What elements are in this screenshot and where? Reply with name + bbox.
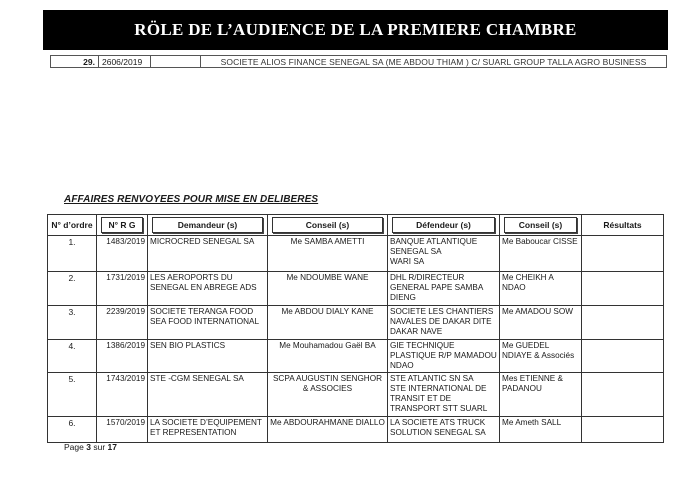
section-title: AFFAIRES RENVOYEES POUR MISE EN DELIBERES	[64, 194, 319, 205]
cell-resultats	[582, 272, 664, 306]
cell-conseil-demandeur: Me ABDOURAHMANE DIALLO	[268, 417, 388, 443]
table-row	[48, 373, 664, 417]
cell-resultats	[582, 417, 664, 443]
cell-conseil-defendeur: Me GUEDEL NDIAYE & Associés	[500, 340, 582, 373]
cell-resultats	[582, 340, 664, 373]
header-rg: N° R G	[97, 215, 148, 236]
table-row	[48, 236, 664, 272]
cell-conseil-defendeur: Me Baboucar CISSE	[500, 236, 582, 272]
header-ordre: N° d’ordre	[48, 215, 97, 236]
cell-rg: 1743/2019	[97, 373, 148, 417]
cell-rg: 1386/2019	[97, 340, 148, 373]
page-title: RÖLE DE L’AUDIENCE DE LA PREMIERE CHAMBRE	[134, 20, 577, 39]
cell-conseil-demandeur: Me NDOUMBE WANE	[268, 272, 388, 306]
table-header-row	[48, 215, 664, 236]
cell-defendeur: BANQUE ATLANTIQUE SENEGAL SA WARI SA	[388, 236, 500, 272]
cell-resultats	[582, 306, 664, 340]
cell-rg: 1483/2019	[97, 236, 148, 272]
previous-case-row	[50, 55, 667, 68]
case-number: 29.	[51, 56, 99, 67]
header-demandeur: Demandeur (s)	[148, 215, 268, 236]
cell-ordre: 1.	[48, 236, 97, 272]
cell-demandeur: LES AEROPORTS DU SENEGAL EN ABREGE ADS	[148, 272, 268, 306]
table-row	[48, 340, 664, 373]
case-date: 2606/2019	[99, 56, 151, 67]
cell-ordre: 5.	[48, 373, 97, 417]
page-title-banner	[43, 10, 668, 50]
cell-conseil-demandeur: Me SAMBA AMETTI	[268, 236, 388, 272]
cell-defendeur: LA SOCIETE ATS TRUCK SOLUTION SENEGAL SA	[388, 417, 500, 443]
case-parties: SOCIETE ALIOS FINANCE SENEGAL SA (ME ABDOU THIAM ) C/ SUARL GROUP TALLA AGRO BUSINESS	[220, 57, 647, 67]
total-pages: 17	[107, 442, 117, 452]
cell-rg: 2239/2019	[97, 306, 148, 340]
page-separator: sur	[93, 442, 106, 452]
cell-demandeur: MICROCRED SENEGAL SA	[148, 236, 268, 272]
header-conseil-defendeur: Conseil (s)	[500, 215, 582, 236]
cell-defendeur: DHL R/DIRECTEUR GENERAL PAPE SAMBA DIENG	[388, 272, 500, 306]
current-page: 3	[86, 442, 91, 452]
cell-ordre: 4.	[48, 340, 97, 373]
page-label: Page	[64, 442, 84, 452]
cell-demandeur: STE -CGM SENEGAL SA	[148, 373, 268, 417]
cell-ordre: 6.	[48, 417, 97, 443]
cell-defendeur: STE ATLANTIC SN SA STE INTERNATIONAL DE TRANSIT ET DE TRANSPORT STT SUARL	[388, 373, 500, 417]
cell-defendeur: SOCIETE LES CHANTIERS NAVALES DE DAKAR DITE DAKAR NAVE	[388, 306, 500, 340]
cell-ordre: 2.	[48, 272, 97, 306]
case-blank-cell	[151, 56, 201, 67]
cell-rg: 1570/2019	[97, 417, 148, 443]
header-conseil-demandeur: Conseil (s)	[268, 215, 388, 236]
cell-conseil-demandeur: Me Mouhamadou Gaël BA	[268, 340, 388, 373]
cell-conseil-defendeur: Mes ETIENNE & PADANOU	[500, 373, 582, 417]
header-resultats: Résultats	[582, 215, 664, 236]
table-row	[48, 272, 664, 306]
cell-rg: 1731/2019	[97, 272, 148, 306]
table-row	[48, 306, 664, 340]
cell-demandeur: SOCIETE TERANGA FOOD SEA FOOD INTERNATIONAL	[148, 306, 268, 340]
cell-resultats	[582, 236, 664, 272]
deliberation-table	[47, 214, 664, 443]
cell-conseil-defendeur: Me AMADOU SOW	[500, 306, 582, 340]
cell-conseil-defendeur: Me CHEIKH A NDAO	[500, 272, 582, 306]
cell-conseil-defendeur: Me Ameth SALL	[500, 417, 582, 443]
cell-conseil-demandeur: SCPA AUGUSTIN SENGHOR & ASSOCIES	[268, 373, 388, 417]
header-defendeur: Défendeur (s)	[388, 215, 500, 236]
cell-ordre: 3.	[48, 306, 97, 340]
cell-defendeur: GIE TECHNIQUE PLASTIQUE R/P MAMADOU NDAO	[388, 340, 500, 373]
cell-demandeur: SEN BIO PLASTICS	[148, 340, 268, 373]
table-row	[48, 417, 664, 443]
page-footer	[64, 442, 117, 452]
cell-demandeur: LA SOCIETE D’EQUIPEMENT ET REPRESENTATION	[148, 417, 268, 443]
cell-resultats	[582, 373, 664, 417]
cell-conseil-demandeur: Me ABDOU DIALY KANE	[268, 306, 388, 340]
